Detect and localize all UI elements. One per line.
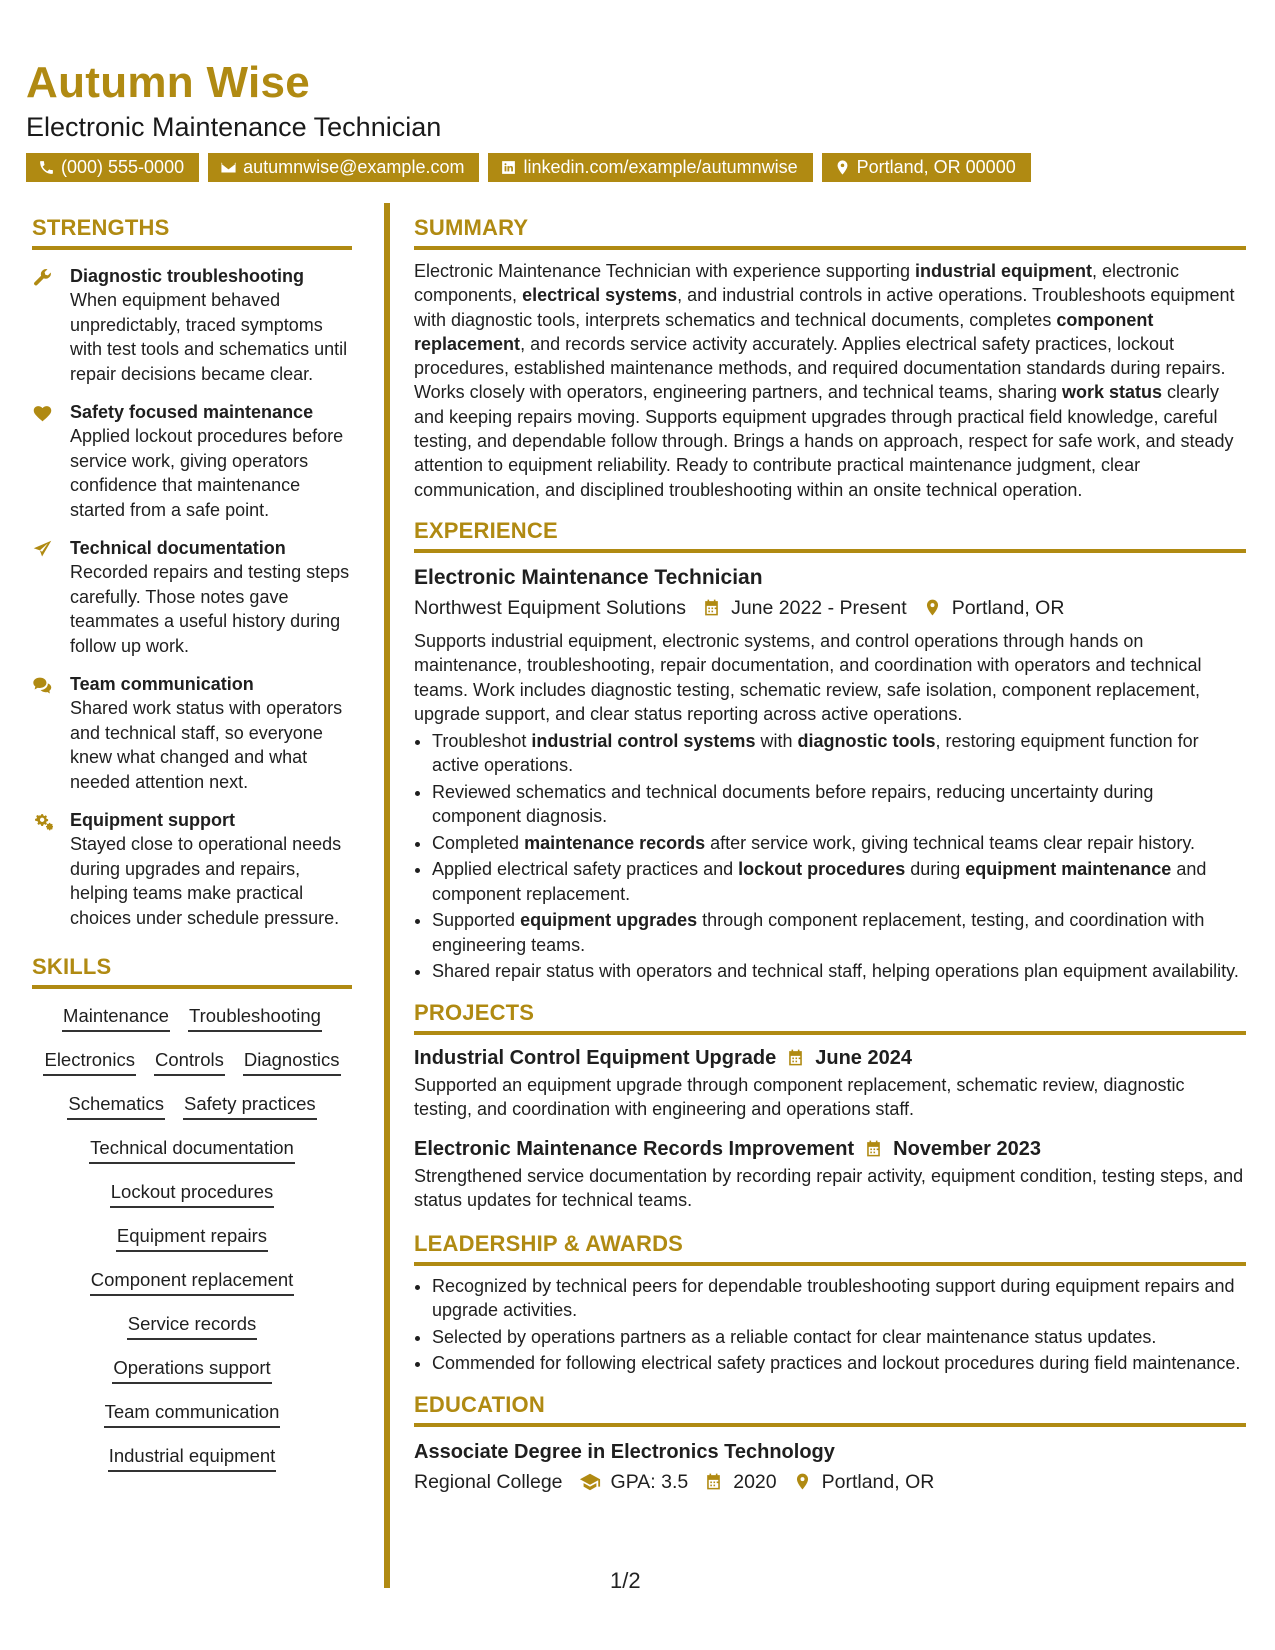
job-dates: June 2022 - Present (731, 596, 907, 619)
contact-linkedin[interactable] (488, 153, 812, 182)
column-divider (384, 203, 390, 1588)
skill-tag: Equipment repairs (116, 1223, 268, 1252)
graduation-year: 2020 (733, 1470, 777, 1493)
strength-title: Team communication (70, 674, 254, 694)
list-item: • Supported equipment upgrades through component replacement, testing, and coordination with engineering teams. (432, 908, 1246, 957)
strength-item (32, 400, 352, 522)
company-name: Northwest Equipment Solutions (414, 596, 687, 619)
list-item: • Reviewed schematics and technical documents before repairs, reducing uncertainty during component diagnosis. (432, 780, 1246, 829)
list-item: • Completed maintenance records after service work, giving technical teams clear repair history. (432, 831, 1246, 856)
strength-desc: Stayed close to operational needs during upgrades and repairs, helping teams make practical choices under schedule pressure. (70, 834, 342, 928)
graduation-cap-icon (579, 1471, 601, 1493)
project-date: November 2023 (893, 1137, 1042, 1160)
school-name: Regional College (414, 1470, 563, 1493)
summary-text: Electronic Maintenance Technician with experience supporting industrial equipment, electronic components, electrical systems, and industrial controls in active operations. Troubleshoots equipment with diagnostic tools, interprets schematics and technical documents, completes component replacement, and records service activity accurately. Applies electrical safety practices, lockout procedures, established maintenance methods, and required documentation standards during repairs. Works closely with operators, engineering partners, and technical teams, sharing work status clearly and keeping repairs moving. Supports equipment upgrades through practical field knowledge, careful testing, and dependable follow through. Brings a hands on approach, respect for safe work, and steady attention to equipment reliability. Ready to contribute practical maintenance judgment, clear communication, and disciplined troubleshooting within an onsite technical operation. (414, 261, 1235, 500)
strength-item (32, 264, 352, 386)
project-item (414, 1043, 1246, 1122)
school-location: Portland, OR (821, 1470, 935, 1493)
envelope-icon (220, 159, 237, 176)
comments-icon (32, 675, 53, 696)
skills-list (32, 1003, 352, 1472)
skill-tag: Lockout procedures (110, 1179, 275, 1208)
linkedin-icon (500, 159, 517, 176)
contact-bar (26, 153, 1031, 182)
contact-phone[interactable] (26, 153, 199, 182)
leadership-heading: LEADERSHIP & AWARDS (414, 1231, 1246, 1266)
job-title: Electronic Maintenance Technician (414, 565, 763, 589)
job-bullets (414, 729, 1246, 984)
strength-desc: Recorded repairs and testing steps carefully. Those notes gave teammates a useful history during follow up work. (70, 562, 350, 656)
paper-plane-icon (32, 539, 53, 560)
map-pin-icon (923, 598, 942, 617)
skill-tag: Controls (154, 1047, 225, 1076)
experience-heading: EXPERIENCE (414, 518, 1246, 553)
skill-tag: Component replacement (90, 1267, 295, 1296)
project-item (414, 1134, 1246, 1213)
skill-tag: Electronics (43, 1047, 135, 1076)
skills-heading: SKILLS (32, 954, 352, 989)
degree-title: Associate Degree in Electronics Technology (414, 1440, 835, 1463)
leadership-list (414, 1274, 1246, 1376)
skill-tag: Industrial equipment (108, 1443, 277, 1472)
strength-desc: When equipment behaved unpredictably, traced symptoms with test tools and schematics until repair decisions became clear. (70, 290, 348, 384)
calendar-icon (786, 1048, 805, 1067)
list-item: • Troubleshot industrial control systems with diagnostic tools, restoring equipment function for active operations. (432, 729, 1246, 778)
heart-icon (32, 403, 53, 424)
right-column (414, 215, 1246, 1497)
skill-tag: Safety practices (183, 1091, 317, 1120)
strength-title: Equipment support (70, 810, 235, 830)
strength-item (32, 672, 352, 794)
location-text: Portland, OR 00000 (856, 157, 1016, 177)
list-item: • Commended for following electrical safety practices and lockout procedures during field maintenance. (432, 1351, 1246, 1376)
skill-tag: Service records (127, 1311, 258, 1340)
skill-tag: Diagnostics (243, 1047, 341, 1076)
job-description: Supports industrial equipment, electronic systems, and control operations through hands on maintenance, troubleshooting, repair documentation, and coordination with operators and technical teams. Work includes diagnostic testing, schematic review, safe isolation, component replacement, upgrade support, and clear status reporting across active operations. (414, 630, 1202, 725)
candidate-name: Autumn Wise (26, 58, 311, 107)
list-item: • Shared repair status with operators and technical staff, helping operations plan equipment availability. (432, 959, 1246, 984)
page-number: 1/2 (610, 1568, 641, 1593)
strength-title: Safety focused maintenance (70, 402, 314, 422)
project-title: Electronic Maintenance Records Improvement (414, 1137, 855, 1160)
gears-icon (32, 811, 53, 832)
phone-text: (000) 555-0000 (61, 157, 185, 177)
skill-tag: Team communication (104, 1399, 281, 1428)
email-text: autumnwise@example.com (243, 157, 465, 177)
job-location: Portland, OR (951, 596, 1065, 619)
calendar-icon (864, 1139, 883, 1158)
strength-desc: Shared work status with operators and technical staff, so everyone knew what changed and what needed attention next. (70, 698, 343, 792)
education-heading: EDUCATION (414, 1392, 1246, 1427)
skill-tag: Maintenance (62, 1003, 170, 1032)
project-date: June 2024 (815, 1046, 912, 1069)
skill-tag: Schematics (67, 1091, 165, 1120)
contact-email[interactable] (208, 153, 479, 182)
strength-item (32, 808, 352, 930)
strength-title: Diagnostic troubleshooting (70, 266, 304, 286)
summary-heading: SUMMARY (414, 215, 1246, 250)
calendar-icon (704, 1472, 723, 1491)
list-item: • Selected by operations partners as a reliable contact for clear maintenance status updates. (432, 1325, 1246, 1350)
job-meta (414, 593, 1246, 623)
strength-title: Technical documentation (70, 538, 286, 558)
candidate-title: Electronic Maintenance Technician (26, 112, 442, 142)
map-pin-icon (793, 1472, 812, 1491)
list-item: • Recognized by technical peers for dependable troubleshooting support during equipment repairs and upgrade activities. (432, 1274, 1246, 1323)
list-item: • Applied electrical safety practices and lockout procedures during equipment maintenance and component replacement. (432, 857, 1246, 906)
map-pin-icon (834, 159, 851, 176)
projects-heading: PROJECTS (414, 1000, 1246, 1035)
education-meta (414, 1467, 1246, 1497)
left-column (32, 215, 352, 1487)
project-desc: Supported an equipment upgrade through component replacement, schematic review, diagnostic testing, and coordination with engineering and operations staff. (414, 1074, 1185, 1120)
wrench-icon (32, 267, 53, 288)
strength-item (32, 536, 352, 658)
gpa: GPA: 3.5 (610, 1470, 689, 1493)
project-desc: Strengthened service documentation by recording repair activity, equipment condition, testing steps, and status updates for technical teams. (414, 1165, 1244, 1211)
contact-location (822, 153, 1031, 182)
calendar-icon (702, 598, 721, 617)
skill-tag: Technical documentation (89, 1135, 295, 1164)
skill-tag: Operations support (112, 1355, 271, 1384)
project-title: Industrial Control Equipment Upgrade (414, 1046, 777, 1069)
phone-icon (38, 159, 55, 176)
skill-tag: Troubleshooting (188, 1003, 322, 1032)
strengths-heading: STRENGTHS (32, 215, 352, 250)
linkedin-text: linkedin.com/example/autumnwise (523, 157, 798, 177)
strength-desc: Applied lockout procedures before service work, giving operators confidence that maintenance started from a safe point. (70, 426, 344, 520)
